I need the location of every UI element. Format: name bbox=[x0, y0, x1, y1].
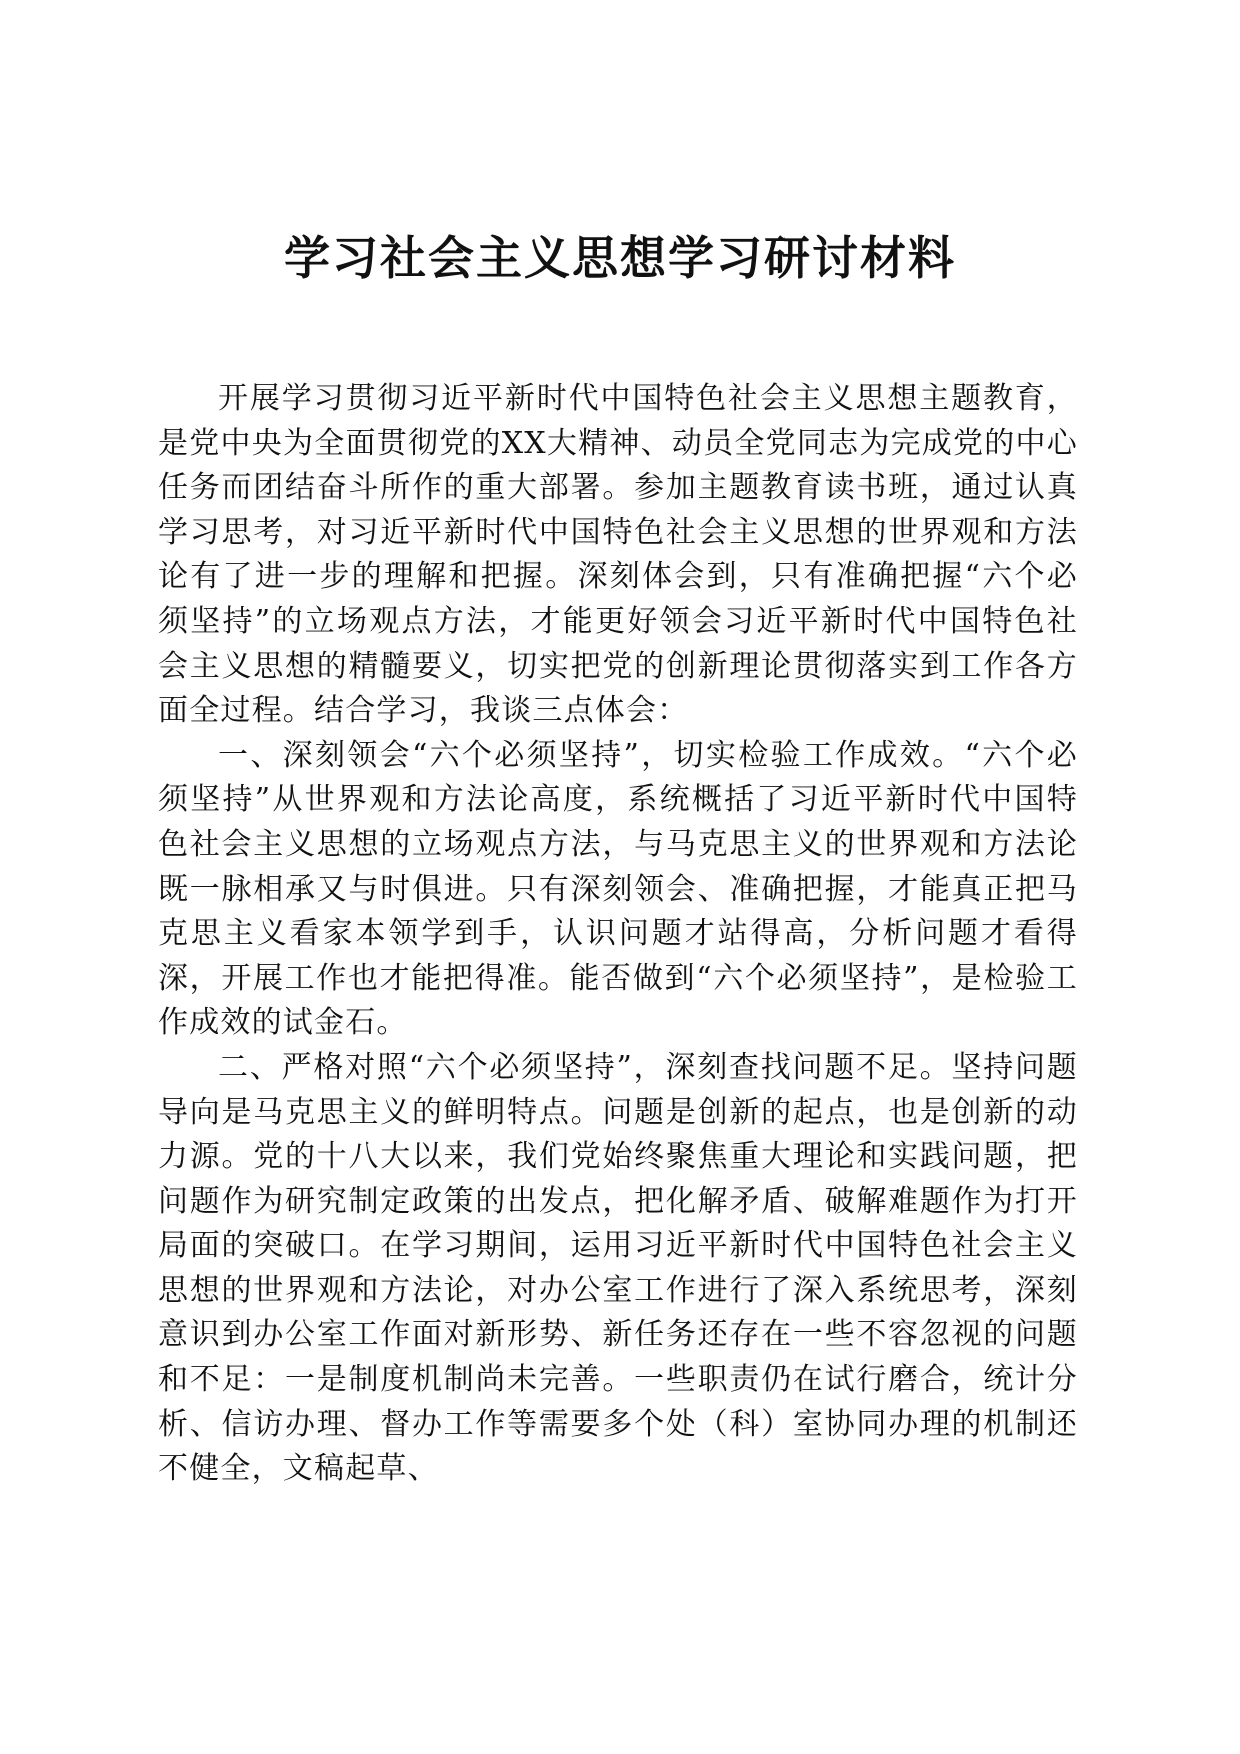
document-title: 学习社会主义思想学习研讨材料 bbox=[284, 231, 956, 285]
intro-paragraph: 开展学习贯彻习近平新时代中国特色社会主义思想主题教育，是党中央为全面贯彻党的XX大精神、动员全党同志为完成党的中心任务而团结奋斗所作的重大部署。参加主题教育读书班，通过认真学习思考，对习近平新时代中国特色社会主义思想的世界观和方法论有了进一步的理解和把握。深刻体会到，只有准确把握“六个必须坚持”的立场观点方法，才能更好领会习近平新时代中国特色社会主义思想的精髓要义，切实把党的创新理论贯彻落实到工作各方面全过程。结合学习，我谈三点体会： bbox=[158, 381, 1078, 729]
document-body bbox=[158, 377, 1078, 1492]
section-one-paragraph: 一、深刻领会“六个必须坚持”，切实检验工作成效。“六个必须坚持”从世界观和方法论高度，系统概括了习近平新时代中国特色社会主义思想的立场观点方法，与马克思主义的世界观和方法论既一脉相承又与时俱进。只有深刻领会、准确把握，才能真正把马克思主义看家本领学到手，认识问题才站得高，分析问题才看得深，开展工作也才能把得准。能否做到“六个必须坚持”，是检验工作成效的试金石。 bbox=[158, 737, 1078, 1041]
section-two-paragraph: 二、严格对照“六个必须坚持”，深刻查找问题不足。坚持问题导向是马克思主义的鲜明特点。问题是创新的起点，也是创新的动力源。党的十八大以来，我们党始终聚焦重大理论和实践问题，把问题作为研究制定政策的出发点，把化解矛盾、破解难题作为打开局面的突破口。在学习期间，运用习近平新时代中国特色社会主义思想的世界观和方法论，对办公室工作进行了深入系统思考，深刻意识到办公室工作面对新形势、新任务还存在一些不容忽视的问题和不足：一是制度机制尚未完善。一些职责仍在试行磨合，统计分析、信访办理、督办工作等需要多个处（科）室协同办理的机制还不健全，文稿起草、 bbox=[158, 1049, 1078, 1487]
